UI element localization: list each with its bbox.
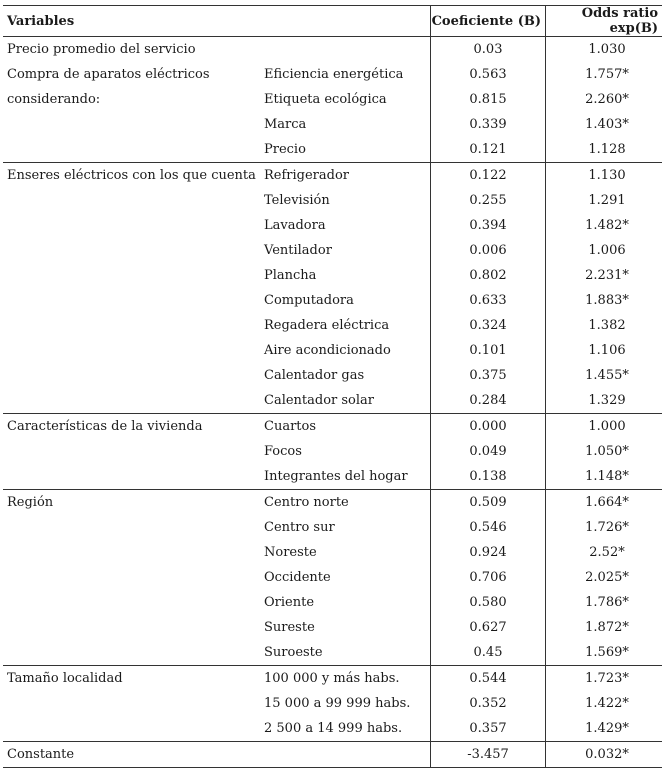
table-row (3, 263, 662, 288)
group-label: Región (3, 490, 260, 516)
coefficient-value: 0.544 (431, 666, 546, 692)
header-row (3, 6, 662, 37)
odds-value: 1.403* (585, 117, 629, 132)
sub-label: Televisión (260, 188, 431, 213)
odds-value: 1.382 (588, 318, 626, 333)
table-row (3, 62, 662, 87)
table-row (3, 363, 662, 388)
table-row (3, 87, 662, 112)
table-row (3, 338, 662, 363)
table-row (3, 213, 662, 238)
group-label (3, 263, 260, 288)
group-label (3, 691, 260, 716)
coefficient-value: 0.815 (431, 87, 546, 112)
odds-value: 1.130 (546, 163, 663, 189)
sub-label: Marca (260, 112, 431, 137)
group-label (3, 540, 260, 565)
odds-value: 1.128 (588, 142, 626, 157)
coefficient-value: 0.45 (431, 640, 546, 666)
odds-value: 1.106 (588, 343, 626, 358)
table-row (3, 565, 662, 590)
sub-label: Computadora (260, 288, 431, 313)
table-row (3, 515, 662, 540)
odds-value: 1.723* (546, 666, 663, 692)
table-row (3, 112, 662, 137)
group-label (3, 464, 260, 490)
sub-label: Occidente (260, 565, 431, 590)
table-row (3, 615, 662, 640)
coefficient-value: 0.006 (431, 238, 546, 263)
coefficient-value: 0.627 (431, 615, 546, 640)
sub-label: Focos (260, 439, 431, 464)
sub-label (260, 37, 431, 63)
odds-value: 1.786* (585, 595, 629, 610)
odds-value: 2.52* (589, 545, 625, 560)
group-label (3, 288, 260, 313)
header-variables: Variables (7, 13, 75, 29)
odds-value: 1.030 (588, 42, 626, 57)
table-row (3, 313, 662, 338)
group-label (3, 615, 260, 640)
odds-value: 1.000 (546, 414, 663, 440)
coefficient-value: 0.580 (431, 590, 546, 615)
coefficient-value: 0.000 (431, 414, 546, 440)
group-label (3, 238, 260, 263)
odds-value: 1.006 (588, 243, 626, 258)
coefficient-value: 0.352 (431, 691, 546, 716)
table-row (3, 464, 662, 490)
odds-value: 1.664* (546, 490, 663, 516)
odds-value: 1.291 (588, 193, 626, 208)
group-label: Enseres eléctricos con los que cuenta (3, 163, 260, 189)
group-label (3, 565, 260, 590)
group-label (3, 640, 260, 666)
group-label (3, 515, 260, 540)
sub-label: Regadera eléctrica (260, 313, 431, 338)
odds-value: 1.422* (585, 696, 629, 711)
table-row (3, 590, 662, 615)
odds-value: 1.726* (585, 520, 629, 535)
group-label (3, 716, 260, 742)
odds-value: 1.429* (585, 721, 629, 736)
group-label (3, 188, 260, 213)
odds-value: 0.032* (546, 742, 663, 768)
group-label (3, 338, 260, 363)
coefficient-value: 0.802 (431, 263, 546, 288)
table-row (3, 691, 662, 716)
group-label: Constante (3, 742, 260, 768)
coefficient-value: 0.339 (431, 112, 546, 137)
table-row (3, 163, 662, 189)
sub-label: Suroeste (260, 640, 431, 666)
coefficient-value: 0.357 (431, 716, 546, 742)
odds-value: 1.482* (585, 218, 629, 233)
header-coefficient: Coeficiente (B) (431, 6, 546, 37)
table-row (3, 238, 662, 263)
table-row (3, 439, 662, 464)
coefficient-value: 0.138 (431, 464, 546, 490)
odds-value: 2.025* (585, 570, 629, 585)
regression-table (3, 5, 662, 768)
table-row (3, 414, 662, 440)
coefficient-value: 0.394 (431, 213, 546, 238)
sub-label: Ventilador (260, 238, 431, 263)
coefficient-value: 0.101 (431, 338, 546, 363)
table-row (3, 742, 662, 768)
group-label: Precio promedio del servicio (7, 42, 196, 57)
coefficient-value: 0.375 (431, 363, 546, 388)
group-label (3, 313, 260, 338)
odds-value: 1.569* (585, 645, 629, 660)
table-row (3, 37, 662, 63)
table-row (3, 540, 662, 565)
coefficient-value: 0.03 (431, 37, 546, 63)
sub-label: Noreste (260, 540, 431, 565)
coefficient-value: -3.457 (431, 742, 546, 768)
table-body (3, 37, 662, 768)
group-label (3, 590, 260, 615)
table-row (3, 640, 662, 666)
coefficient-value: 0.284 (431, 388, 546, 414)
coefficient-value: 0.122 (431, 163, 546, 189)
header-subvariables (260, 6, 431, 37)
table-row (3, 716, 662, 742)
sub-label: Sureste (260, 615, 431, 640)
group-label: Compra de aparatos eléctricos (7, 67, 210, 82)
coefficient-value: 0.563 (431, 62, 546, 87)
group-label: Tamaño localidad (3, 666, 260, 692)
odds-value: 1.050* (585, 444, 629, 459)
sub-label: Calentador gas (260, 363, 431, 388)
sub-label: Plancha (260, 263, 431, 288)
group-label: Características de la vivienda (3, 414, 260, 440)
sub-label: Oriente (260, 590, 431, 615)
sub-label: Centro norte (260, 490, 431, 516)
table-row (3, 666, 662, 692)
odds-value: 1.148* (585, 469, 629, 484)
odds-value: 1.757* (585, 67, 629, 82)
sub-label: Centro sur (260, 515, 431, 540)
sub-label: Calentador solar (260, 388, 431, 414)
sub-label: Cuartos (260, 414, 431, 440)
odds-value: 1.872* (585, 620, 629, 635)
coefficient-value: 0.706 (431, 565, 546, 590)
coefficient-value: 0.324 (431, 313, 546, 338)
odds-value: 1.455* (585, 368, 629, 383)
coefficient-value: 0.049 (431, 439, 546, 464)
table-row (3, 490, 662, 516)
sub-label: Refrigerador (260, 163, 431, 189)
coefficient-value: 0.633 (431, 288, 546, 313)
group-label (3, 137, 260, 163)
sub-label: Etiqueta ecológica (260, 87, 431, 112)
sub-label: 2 500 a 14 999 habs. (260, 716, 431, 742)
group-label (3, 388, 260, 414)
group-label: considerando: (7, 92, 101, 107)
sub-label: 15 000 a 99 999 habs. (260, 691, 431, 716)
coefficient-value: 0.509 (431, 490, 546, 516)
coefficient-value: 0.546 (431, 515, 546, 540)
group-label (3, 363, 260, 388)
sub-label: Lavadora (260, 213, 431, 238)
table-row (3, 388, 662, 414)
sub-label: Eficiencia energética (260, 62, 431, 87)
sub-label: Precio (260, 137, 431, 163)
odds-value: 1.883* (585, 293, 629, 308)
sub-label (260, 742, 431, 768)
table-row (3, 188, 662, 213)
table-row (3, 288, 662, 313)
header-odds-ratio: Odds ratio exp(B) (581, 6, 658, 36)
group-label (3, 112, 260, 137)
odds-value: 2.231* (585, 268, 629, 283)
coefficient-value: 0.255 (431, 188, 546, 213)
sub-label: Aire acondicionado (260, 338, 431, 363)
sub-label: Integrantes del hogar (260, 464, 431, 490)
coefficient-value: 0.924 (431, 540, 546, 565)
group-label (3, 213, 260, 238)
group-label (3, 439, 260, 464)
odds-value: 1.329 (588, 393, 626, 408)
coefficient-value: 0.121 (431, 137, 546, 163)
odds-value: 2.260* (585, 92, 629, 107)
sub-label: 100 000 y más habs. (260, 666, 431, 692)
table-row (3, 137, 662, 163)
